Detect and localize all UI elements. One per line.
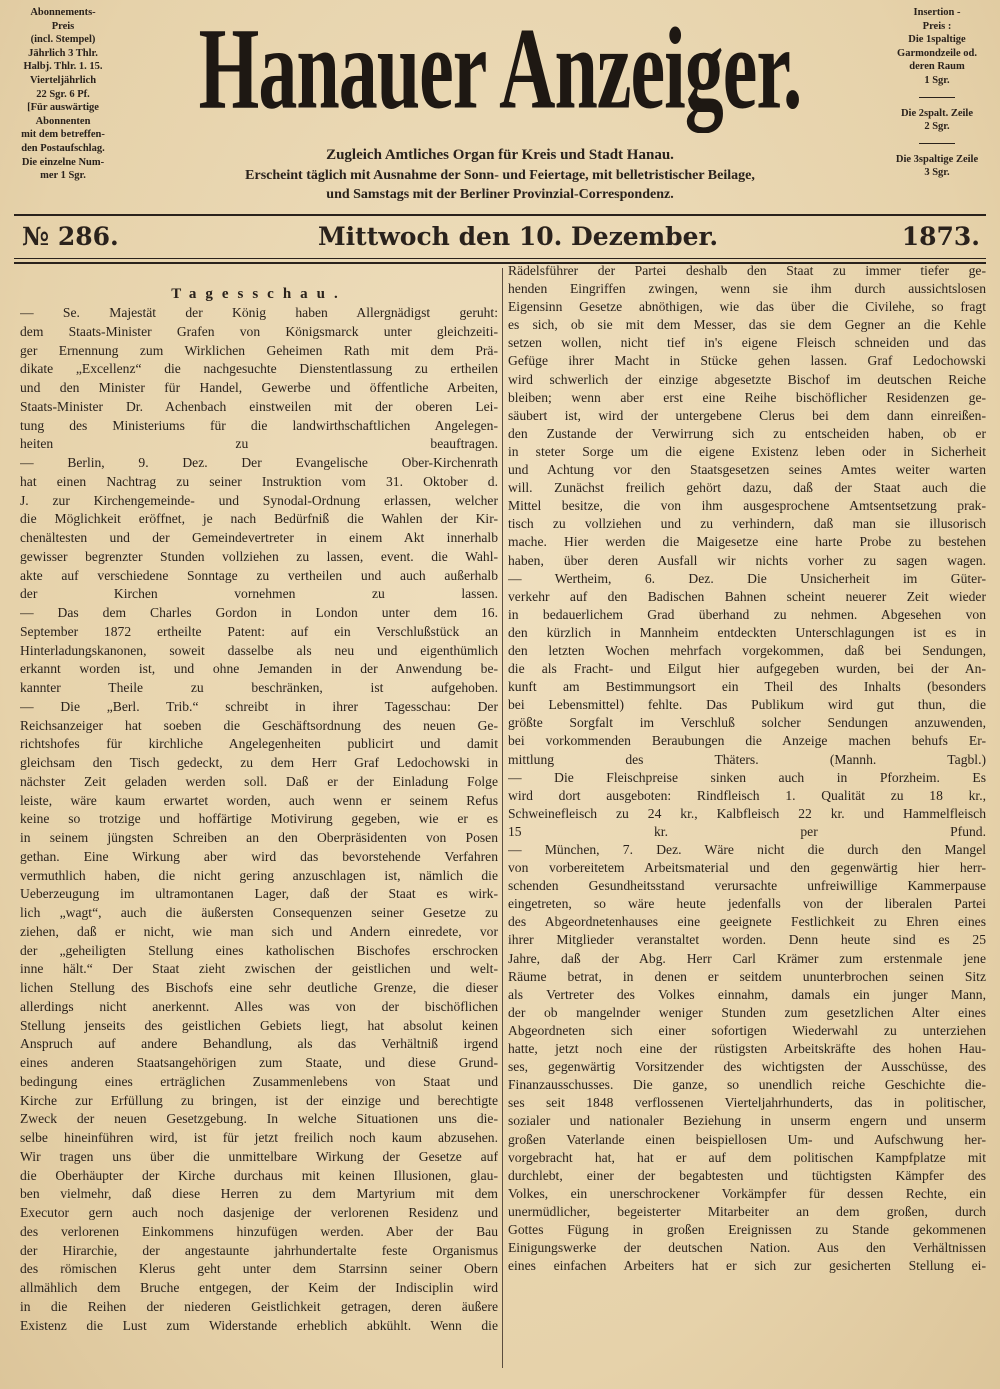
text-line: Stellung jenseits des geistlichen Gebiets liegt, hat absolut keinen xyxy=(20,1017,498,1033)
text-line: ses seit 1848 verflossenen Vierteljahrhunderts, das in politischer, xyxy=(508,1095,986,1111)
text-line: größte Sorgfalt im Verschluß solcher Sendungen anzuwenden, xyxy=(508,715,986,731)
subscription-line: [Für auswärtige xyxy=(27,102,99,114)
subscription-line: (incl. Stempel) xyxy=(30,34,96,46)
text-line: des römischen Klerus geht unter dem Starrsinn seiner Obern xyxy=(20,1261,498,1277)
text-line: chenältesten und der Gemeindevertreter in einem Akt innerhalb xyxy=(20,530,498,545)
insertion-heading: Insertion - xyxy=(913,7,961,18)
subscription-line: Vierteljährlich xyxy=(29,74,97,86)
text-line: — München, 7. Dez. Wäre nicht die durch den Mangel xyxy=(508,842,986,857)
text-line: Staats-Minister Dr. Achenbach einstweilen mit der oberen Lei- xyxy=(20,398,498,414)
text-line: mittlung des Thäters. (Mannh. Tagbl.) xyxy=(508,751,986,767)
text-line: Gottes Fügung in großen Ereignissen zu Stande gekommenen xyxy=(508,1221,986,1237)
subscription-price-box xyxy=(4,6,122,183)
text-line: ziehen, daß er nicht, wie man sich und Andern einredete, vor xyxy=(20,923,498,939)
text-line: Gefüge ihrer Macht in Stücke gehen lassen. Graf Ledochowski xyxy=(508,353,986,369)
text-line: unermüdlicher, begeisterter Mitarbeiter an dem großen, durch xyxy=(508,1203,986,1219)
insertion-price-box xyxy=(878,6,996,180)
text-line: gewisser begrenzter Stunden vollziehen zu lassen, event. die Wahl- xyxy=(20,548,498,564)
text-line: in bedauerlichem Grad überhand zu nehmen. Abgesehen von xyxy=(508,606,986,622)
text-line: Abgeordneten sich einer sofortigen Wiederwahl zu unterziehen xyxy=(508,1022,986,1038)
right-column xyxy=(508,262,986,1275)
text-line: — Se. Majestät der König haben Allergnädigst geruht: xyxy=(20,305,498,320)
text-line: der Hirarchie, der angestaunte jahrhundertalte feste Organismus xyxy=(20,1242,498,1258)
subscription-line: 22 Sgr. 6 Pf. xyxy=(36,88,90,100)
text-line: Einigungswerke der deutschen Nation. Aus den Verhältnissen xyxy=(508,1240,986,1256)
text-line: schenden Gesundheitsstand verursachte unfreiwillige Kammerpause xyxy=(508,878,986,894)
subtitle-line: und Samstags mit der Berliner Provinzial-Correspondenz. xyxy=(326,187,674,202)
text-line: henden Eingriffen zwingen, wenn sie ihm durch aussichtslosen xyxy=(508,281,986,297)
subscription-line: den Postaufschlag. xyxy=(21,142,105,154)
text-line: keine so trotzige und hoffärtige Motivirung gegeben, wie er es xyxy=(20,811,498,827)
divider xyxy=(919,143,955,144)
text-line: Jahre, daß der Abg. Herr Carl Krämer zum erstenmale jene xyxy=(508,950,986,966)
text-line: Reichsanzeiger hat soeben die Geschäftsordnung des neuen Ge- xyxy=(20,717,498,733)
subscription-line: Abonnenten xyxy=(35,115,91,127)
divider xyxy=(919,97,955,98)
text-line: bleiben; wenn aber erst eine Reihe bischöflicher Residenzen ge- xyxy=(508,389,986,405)
text-line: und den Minister für Handel, Gewerbe und öffentliche Arbeiten, xyxy=(20,380,498,395)
text-line: Räume betrat, in denen er seitdem ununterbrochen seinen Sitz xyxy=(508,968,986,984)
text-line: des verlorenen Einkommens hinzufügen werden. Aber der Bau xyxy=(20,1223,498,1239)
text-line: erkannt worden ist, und ohne Jemanden in der Anwendung be- xyxy=(20,661,498,677)
issue-info-row xyxy=(18,222,982,258)
text-line: den letzten Wochen mehrfach vorgekommen, daß bei Sendungen, xyxy=(508,642,986,658)
text-line: Mittel besitze, die von ihm ausgesprochene Amtsentsetzung prak- xyxy=(508,498,986,514)
text-line: dem Staats-Minister Grafen von Königsmarck unter gleichzeiti- xyxy=(20,323,498,339)
text-line: wird schwerlich der einzige abgesetzte Bischof im deutschen Reiche xyxy=(508,371,986,387)
subscription-line: Jährlich 3 Thlr. xyxy=(28,47,98,59)
masthead-title: Hanauer Anzeiger. xyxy=(198,2,802,133)
insertion-heading: Preis : xyxy=(922,20,952,32)
subscription-line: mit dem betreffen- xyxy=(21,129,105,141)
text-line: verkehr auf den Badischen Bahnen scheint neuerer Zeit wieder xyxy=(508,588,986,604)
text-line: Rädelsführer der Partei deshalb den Staat zu immer tiefer ge- xyxy=(508,263,986,278)
text-line: heiten zu beauftragen. xyxy=(20,436,498,452)
column-divider xyxy=(502,268,503,1368)
insertion-rate-line: 1 Sgr. xyxy=(924,74,950,86)
text-line: hat einen Nachtrag zu seiner Instruktion vom 31. Oktober d. xyxy=(20,473,498,489)
text-line: leiste, wäre kaum erwartet worden, auch wenn er seinem Refus xyxy=(20,792,498,808)
text-line: der ob mangelnder weniger Stunden zum gesetzlichen Alter eines xyxy=(508,1004,986,1020)
insertion-rate-line: Garmondzeile od. xyxy=(897,47,977,59)
text-line: eines anderen Staatsangehörigen zum Staate, und diese Grund- xyxy=(20,1055,498,1070)
text-line: tisch zu vollziehen und zu verhindern, daß man sie illusorisch xyxy=(508,516,986,532)
text-line: es sich, ob sie mit dem Messer, das sie dem Gegner an die Kehle xyxy=(508,317,986,333)
subscription-line: Preis xyxy=(51,20,75,32)
text-line: sozialer und nationaler Beziehung in unserm engern und unserm xyxy=(508,1113,986,1129)
text-line: den Zustande der Verwirrung sich zu entscheiden haben, ob er xyxy=(508,425,986,441)
header-rule xyxy=(14,214,986,216)
section-title: Tagesschau. xyxy=(171,286,347,302)
text-line: tung des Ministeriums für die landwirthschaftlichen Angelegen- xyxy=(20,417,498,433)
text-line: bei vorkommenden Beraubungen die Anzeige machen behufs Er- xyxy=(508,733,986,749)
text-line: gleichsam den Tisch gedeckt, zu dem Herr Graf Ledochowski in xyxy=(20,755,498,770)
issue-number: № 286. xyxy=(22,222,119,251)
text-line: die als Fracht- und Eilgut hier aufgegeben wurden, bei der An- xyxy=(508,661,986,677)
header-rule xyxy=(14,258,986,259)
insertion-rate-line: 3 Sgr. xyxy=(924,167,950,179)
insertion-rate-line: Die 3spaltige Zeile xyxy=(895,153,979,165)
text-line: allerdings nicht anerkennt. Alles was von der bischöflichen xyxy=(20,998,498,1014)
text-line: Existenz die Lust zum Widerstande erheblich abkühlt. Wenn die xyxy=(20,1317,498,1333)
text-line: bedingung eines erträglichen Zusammenlebens von Staat und xyxy=(20,1073,498,1089)
text-line: hatte, jetzt noch eine der rüstigsten Arbeitskräfte des hohen Hau- xyxy=(508,1041,986,1057)
subscription-line: Halbj. Thlr. 1. 15. xyxy=(23,61,103,73)
text-line: 15 kr. per Pfund. xyxy=(508,823,986,839)
text-line: — Berlin, 9. Dez. Der Evangelische Ober-Kirchenrath xyxy=(20,455,498,470)
text-line: als Vertreter des Volkes einnahm, damals ein junger Mann, xyxy=(508,986,986,1002)
text-line: der „geheiligten Stellung eines katholischen Bischofes erschrocken xyxy=(20,942,498,958)
text-line: gethan. Eine Wirkung aber wird das bevorstehende Verfahren xyxy=(20,848,498,864)
text-line: ihrer Mitglieder veranstaltet worden. Denn heute sind es 25 xyxy=(508,932,986,948)
text-line: wird dort ausgeboten: Rindfleisch 1. Qualität zu 18 kr., xyxy=(508,787,986,803)
text-line: ben vielmehr, daß diese Herren zu dem Martyrium mit dem xyxy=(20,1186,498,1202)
text-line: dikate „Excellenz“ die nachgesuchte Dienstentlassung zu ertheilen xyxy=(20,361,498,377)
text-line: will. Zunächst freilich gehört dazu, daß der Staat auch die xyxy=(508,480,986,496)
text-line: richtshofes für kirchliche Angelegenheiten publicirt und damit xyxy=(20,736,498,752)
text-line: nächster Zeit geladen werden soll. Daß er der Einladung Folge xyxy=(20,773,498,789)
text-line: selbe hineinführen wird, ist für jetzt freilich noch kaum abzusehen. xyxy=(20,1130,498,1145)
text-line: September 1872 ertheilte Patent: auf ein Verschlußstück an xyxy=(20,623,498,639)
text-line: großen Vaterlande einen beispiellosen Um- und Aufschwung her- xyxy=(508,1131,986,1147)
text-line: — Die „Berl. Trib.“ schreibt in ihrer Tagesschau: Der xyxy=(20,698,498,714)
text-line: Wir tragen uns über die unmittelbare Wirkung der Gesetze auf xyxy=(20,1148,498,1164)
text-line: säubert ist, wird der untergebene Clerus bei dem dann einreißen- xyxy=(508,407,986,423)
subscription-line: mer 1 Sgr. xyxy=(40,170,86,182)
text-line: in die Reihen der niederen Geistlichkeit getragen, deren äußere xyxy=(20,1298,498,1314)
text-line: mache. Hier werden die Maigesetze eine harte Probe zu bestehen xyxy=(508,534,986,550)
text-line: Eigensinn Gesetze abnöthigen, wie das über die Civilehe, so fragt xyxy=(508,299,986,315)
text-line: akte auf verschiedene Sonntage zu vertheilen und auch außerhalb xyxy=(20,567,498,583)
text-line: Finanzausschusses. Die ganze, so unendlich reiche Geschichte die- xyxy=(508,1077,986,1093)
text-line: inne hält.“ Der Staat zieht zwischen der geistlichen und welt- xyxy=(20,961,498,977)
insertion-rate-line: deren Raum xyxy=(909,61,965,73)
text-line: Kirche zur Erfüllung zu bringen, ist der einzige und berechtigte xyxy=(20,1092,498,1108)
text-line: Schweinefleisch zu 24 kr., Kalbfleisch 22 kr. und Hammelfleisch xyxy=(508,805,986,821)
text-line: in seinem jüngsten Schreiben an den Oberpräsidenten von Posen xyxy=(20,830,498,845)
insertion-rate-line: 2 Sgr. xyxy=(924,121,950,133)
text-line: ger Ernennung zum Wirklichen Geheimen Rath mit dem Prä- xyxy=(20,342,498,358)
subtitle-line: Zugleich Amtliches Organ für Kreis und Stadt Hanau. xyxy=(326,147,674,163)
text-line: und Achtung vor den Staatsgesetzen seines Amtes weiter warten xyxy=(508,462,986,478)
text-line: Volkes, ein unerschrockener Vorkämpfer für dessen Rechte, ein xyxy=(508,1185,986,1201)
text-line: eines einfachen Arbeiters hat er sich zur gesicherten Stellung ei- xyxy=(508,1258,986,1274)
text-line: lichen Stellung des Bischofs eine sehr deutliche Grenze, die dieser xyxy=(20,980,498,995)
text-line: lich „wagt“, auch die äußersten Consequenzen seiner Gesetze zu xyxy=(20,905,498,920)
text-line: vermuthlich haben, die nicht gering anzuschlagen ist, nämlich die xyxy=(20,867,498,883)
text-line: die Oberhäupter der Kirche durchaus mit keinen Illusionen, glau- xyxy=(20,1167,498,1183)
text-line: die Möglichkeit eröffnet, je nach Bedürfniß die Wahlen der Kir- xyxy=(20,511,498,527)
text-line: des Abgeordnetenhauses eine geeignete Festlichkeit zu Ehren eines xyxy=(508,914,986,930)
text-line: — Die Fleischpreise sinken auch in Pforzheim. Es xyxy=(508,769,986,785)
text-line: J. zur Kirchengemeinde- und Synodal-Ordnung erlassen, welcher xyxy=(20,492,498,508)
text-line: kunft am Bestimmungsort ein Theil des Inhalts (besonders xyxy=(508,679,986,695)
text-line: der Kirchen vornehmen zu lassen. xyxy=(20,586,498,602)
subscription-line: Die einzelne Num- xyxy=(21,156,105,168)
text-line: eingetreten, so wäre heute jedenfalls von der liberalen Partei xyxy=(508,896,986,912)
text-line: in steter Sorge um die eigene Existenz leben oder in Sicherheit xyxy=(508,443,986,459)
insertion-rate-line: Die 2spalt. Zeile xyxy=(900,107,974,119)
text-line: durchlebt, einer der begabtesten und tüchtigsten Kämpfer des xyxy=(508,1167,986,1183)
insertion-rate-line: Die 1spaltige xyxy=(908,34,966,46)
left-column xyxy=(20,284,498,1335)
text-line: Ueberzeugung im ultramontanen Lager, daß der Staat es wirk- xyxy=(20,886,498,902)
text-line: — Das dem Charles Gordon in London unter dem 16. xyxy=(20,605,498,620)
text-line: haben, über deren Ausfall wir nichts vorher zu sagen wagen. xyxy=(508,552,986,568)
text-line: setzen wollen, nicht tief in's eigene Fleisch schneiden und das xyxy=(508,335,986,351)
text-line: den kürzlich in Mannheim entdeckten Unterschlagungen ist es in xyxy=(508,624,986,640)
subtitle-line: Erscheint täglich mit Ausnahme der Sonn- und Feiertage, mit belletristischer Beilage, xyxy=(245,168,755,183)
text-line: Executor gern auch noch dasjenige der verlorenen Residenz und xyxy=(20,1205,498,1220)
subscription-line: Abonnements- xyxy=(30,7,96,18)
text-line: Hinterladungskanonen, soweit dasselbe als neu und eigenthümlich xyxy=(20,642,498,658)
text-line: von vorbereitetem Arbeitsmaterial und den gegenwärtig hier herr- xyxy=(508,860,986,876)
text-line: kannter Theile zu beschränken, ist aufgehoben. xyxy=(20,680,498,695)
text-line: ses, gegenwärtig Vorsitzender des wichtigsten der Ausschüsse, des xyxy=(508,1059,986,1075)
issue-date: Mittwoch den 10. Dezember. xyxy=(318,222,719,251)
text-line: vorgebracht hat, hat er auf dem politischen Kampfplatze mit xyxy=(508,1149,986,1165)
text-line: bei Lebensmittel) fehlte. Das Publikum wird gut thun, die xyxy=(508,697,986,713)
text-line: Zweck der neuen Gesetzgebung. In welche Situationen uns die- xyxy=(20,1111,498,1127)
issue-year: 1873. xyxy=(901,222,980,251)
text-line: — Wertheim, 6. Dez. Die Unsicherheit im Güter- xyxy=(508,570,986,586)
text-line: Anspruch auf andere Behandlung, als das Verhältniß irgend xyxy=(20,1036,498,1052)
text-line: allmählich dem Bruche entgegen, der Keim der Indisciplin wird xyxy=(20,1280,498,1295)
